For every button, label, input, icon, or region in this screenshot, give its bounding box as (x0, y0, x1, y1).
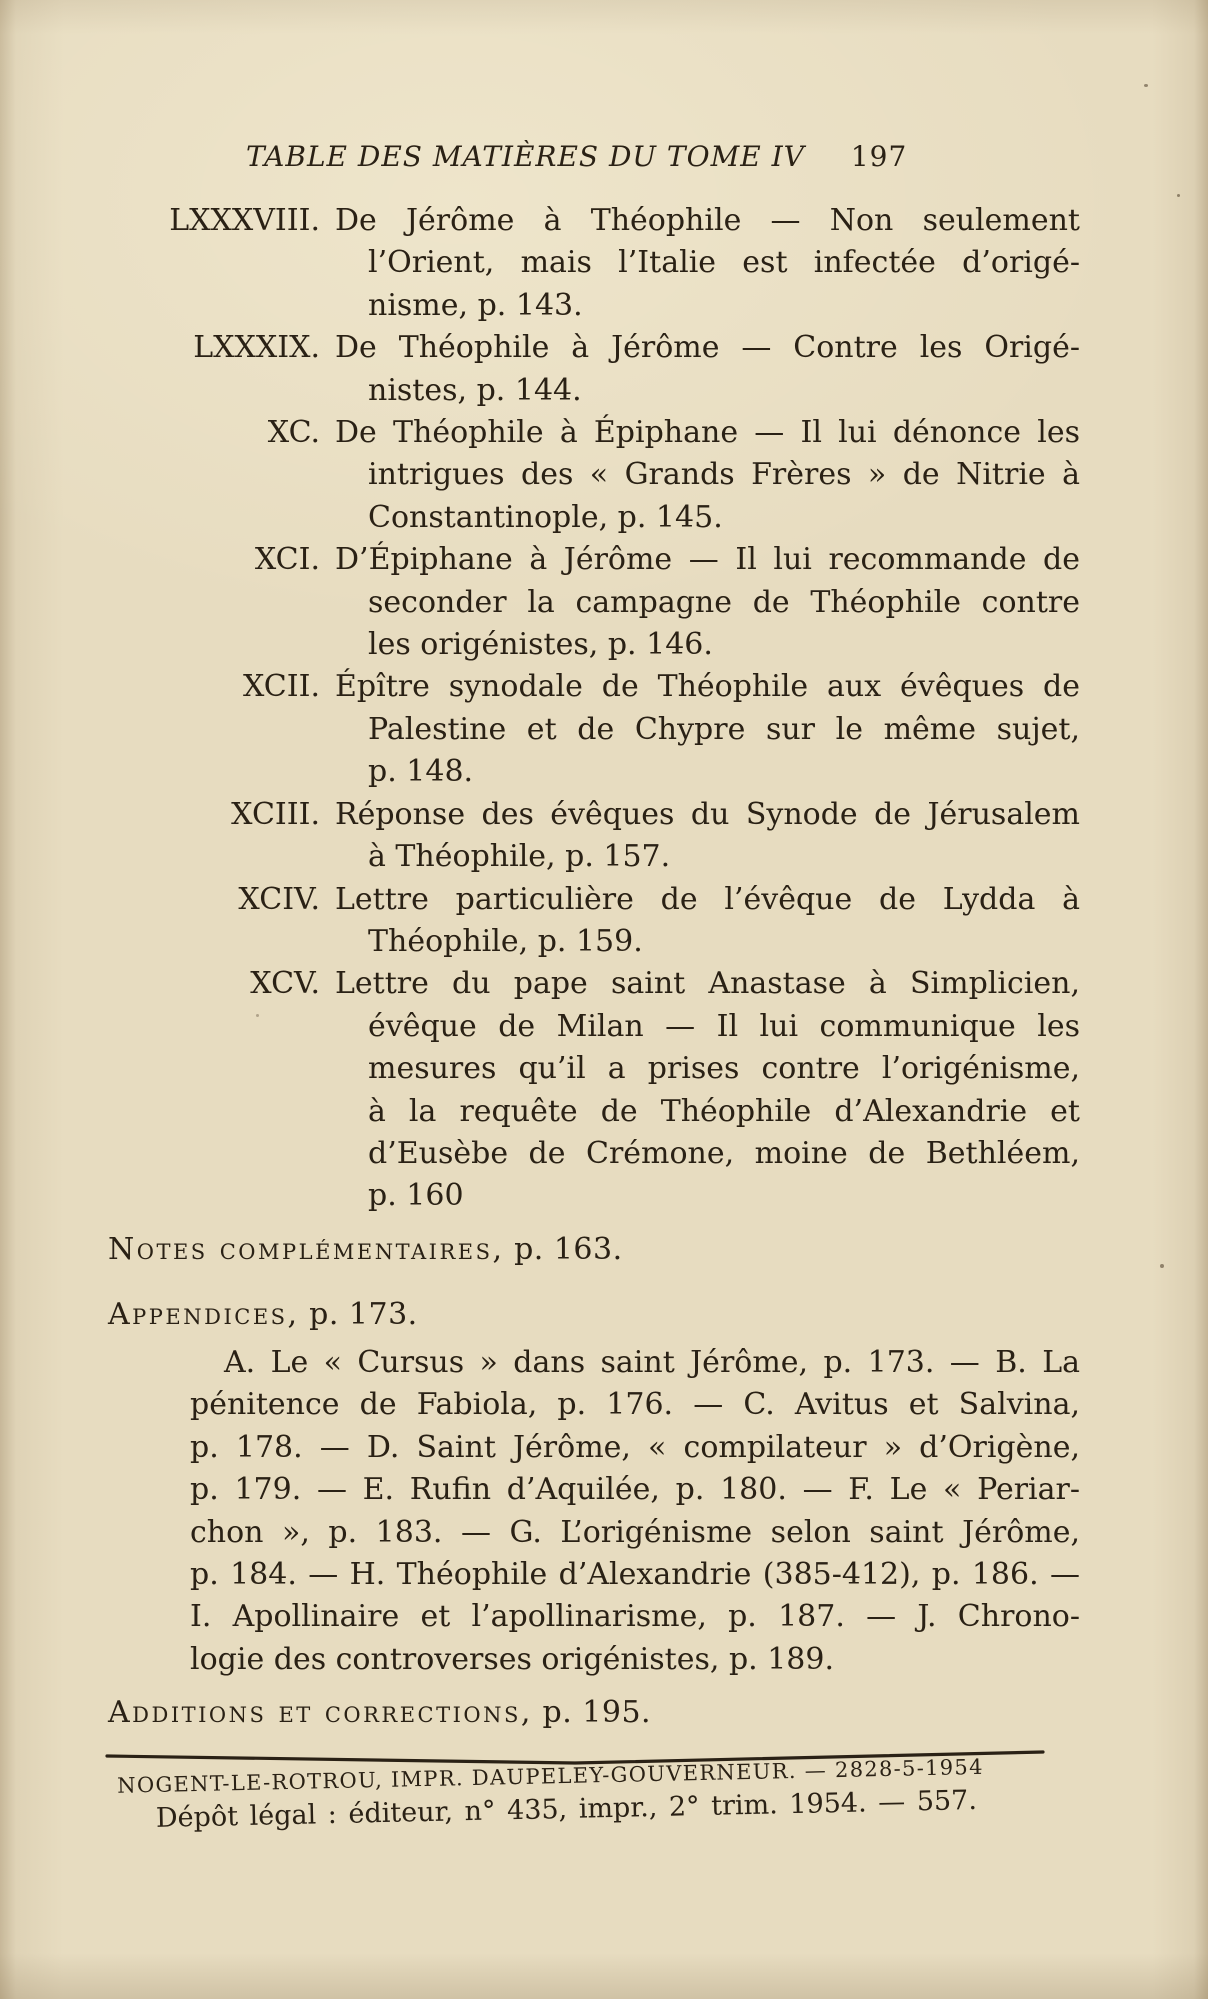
toc-entry (108, 200, 1080, 327)
toc-entry (108, 794, 1080, 879)
paragraph-line: I. Apollinaire et l’apollinarisme, p. 187. — J. Chrono- (190, 1599, 1080, 1635)
toc-entry (108, 539, 1080, 666)
section-label: Additions et corrections, (108, 1695, 533, 1730)
entry-line: les origénistes, p. 146. (368, 627, 713, 663)
section-additions-corrections (108, 1695, 1080, 1730)
entry-line: à Théophile, p. 157. (368, 839, 671, 875)
entry-line: De Jérôme à Théophile — Non seulement (335, 203, 1080, 238)
entry-line: p. 160 (368, 1178, 464, 1214)
running-head: TABLE DES MATIÈRES DU TOME IV (246, 140, 805, 173)
entry-numeral: XCV. (250, 966, 320, 1002)
paragraph-line: pénitence de Fabiola, p. 176. — C. Avitus et Salvina, (190, 1387, 1080, 1423)
table-of-contents (108, 200, 1080, 1218)
entry-line: De Théophile à Épiphane — Il lui dénonce les (335, 415, 1080, 451)
entry-line: Lettre du pape saint Anastase à Simplicien, (335, 966, 1080, 1002)
entry-line: D’Épiphane à Jérôme — Il lui recommande de (335, 542, 1080, 578)
entry-line: Constantinople, p. 145. (368, 499, 723, 535)
entry-line: seconder la campagne de Théophile contre (368, 584, 1080, 620)
paper-speck (1160, 1264, 1164, 1268)
paper-speck (1177, 194, 1180, 197)
colophon (105, 1750, 1050, 1835)
page-header (108, 140, 1208, 173)
entry-line: évêque de Milan — Il lui communique les (368, 1008, 1080, 1044)
section-pageref: p. 163. (514, 1232, 623, 1267)
entry-line: nisme, p. 143. (368, 287, 583, 323)
entry-line: d’Eusèbe de Crémone, moine de Bethléem, (368, 1135, 1080, 1171)
section-appendices (108, 1297, 1080, 1332)
entry-line: à la requête de Théophile d’Alexandrie et (368, 1093, 1080, 1129)
entry-line: p. 148. (368, 754, 474, 790)
entry-body (335, 412, 1080, 539)
entry-body (335, 666, 1080, 793)
entry-line: Théophile, p. 159. (368, 923, 643, 959)
paragraph-line: p. 179. — E. Rufin d’Aquilée, p. 180. — F. Le « Periar- (190, 1472, 1080, 1508)
colophon-line-1: NOGENT-LE-ROTROU, IMPR. DAUPELEY-GOUVERNEUR. — 2828-5-1954 (116, 1754, 984, 1798)
entry-numeral: XCI. (254, 542, 320, 578)
entry-line: l’Orient, mais l’Italie est infectée d’origé- (368, 245, 1080, 281)
paragraph-line: p. 178. — D. Saint Jérôme, « compilateur » d’Origène, (190, 1429, 1080, 1465)
entry-line: Palestine et de Chypre sur le même sujet, (368, 711, 1080, 747)
section-pageref: p. 195. (542, 1695, 652, 1730)
entry-line: Épître synodale de Théophile aux évêques de (335, 669, 1080, 705)
entry-numeral: XC. (267, 415, 320, 451)
toc-entry (108, 963, 1080, 1217)
section-label: Notes complémentaires, (108, 1232, 505, 1267)
entry-line: mesures qu’il a prises contre l’origénisme, (368, 1051, 1080, 1087)
paragraph-line: logie des controverses origénistes, p. 189. (190, 1641, 835, 1677)
section-pageref: p. 173. (309, 1297, 418, 1332)
colophon-line-2: Dépôt légal : éditeur, n° 435, impr., 2° trim. 1954. — 557. (155, 1784, 978, 1834)
toc-entry (108, 666, 1080, 793)
entry-line: intrigues des « Grands Frères » de Nitrie à (368, 457, 1080, 493)
entry-line: De Théophile à Jérôme — Contre les Origé- (335, 330, 1080, 366)
entry-numeral: LXXXVIII. (169, 203, 320, 238)
paragraph-line: chon », p. 183. — G. L’origénisme selon saint Jérôme, (190, 1514, 1080, 1550)
paper-speck (1144, 84, 1148, 87)
entry-line: Lettre particulière de l’évêque de Lydda à (335, 881, 1080, 917)
entry-line: nistes, p. 144. (368, 372, 582, 408)
toc-entry (108, 879, 1080, 964)
paragraph-line: A. Le « Cursus » dans saint Jérôme, p. 173. — B. La (224, 1345, 1080, 1380)
section-label: Appendices, (108, 1297, 300, 1332)
entry-numeral: XCII. (242, 669, 320, 705)
paragraph-line: p. 184. — H. Théophile d’Alexandrie (385-412), p. 186. — (190, 1557, 1080, 1593)
toc-entry (108, 412, 1080, 539)
entry-body (335, 879, 1080, 964)
entry-line: Réponse des évêques du Synode de Jérusalem (335, 796, 1080, 832)
entry-body (335, 963, 1080, 1217)
toc-entry (108, 327, 1080, 412)
entry-body (335, 539, 1080, 666)
entry-numeral: LXXXIX. (193, 330, 320, 366)
entry-body (335, 200, 1080, 327)
entry-body (335, 327, 1080, 412)
appendix-paragraph (190, 1342, 1080, 1681)
entry-body (335, 794, 1080, 879)
entry-numeral: XCIII. (231, 796, 320, 832)
page-number: 197 (850, 140, 908, 173)
section-notes-complementaires (108, 1232, 1080, 1267)
entry-numeral: XCIV. (238, 881, 320, 917)
